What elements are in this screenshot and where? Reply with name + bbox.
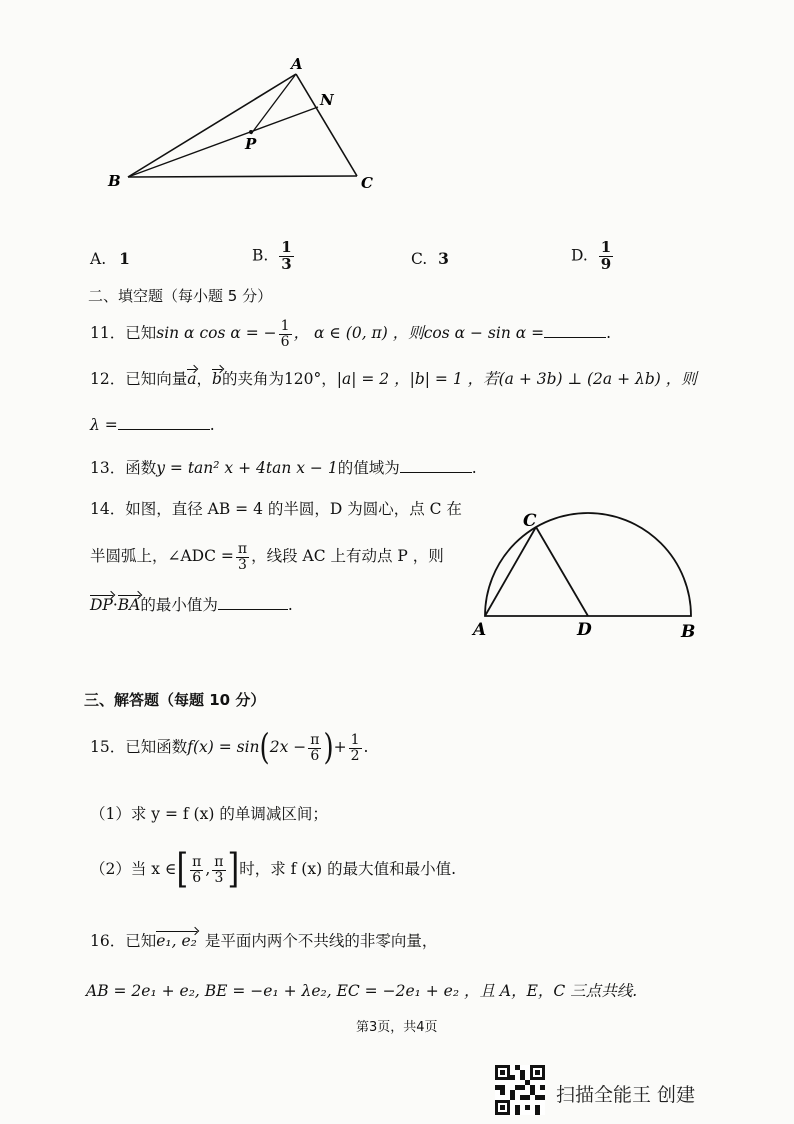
q14-den: 3 (238, 556, 247, 573)
q15-end: . (363, 738, 369, 757)
q12-comma: ， (196, 370, 212, 388)
question-12 (90, 372, 697, 388)
question-11 (90, 319, 611, 349)
choice-d-num: 1 (600, 238, 612, 256)
q15-fraction-1 (308, 733, 321, 763)
question-16-line-1 (90, 934, 437, 950)
q15-2-fraction-2 (212, 855, 225, 885)
q15-right-paren: ) (323, 727, 334, 769)
point-p (249, 130, 253, 134)
q13-expression: y = tan² x + 4tan x − 1 (156, 458, 338, 477)
q14-answer-blank (218, 595, 288, 610)
question-14-line-3 (90, 595, 293, 613)
choice-c-value: 3 (438, 249, 449, 268)
segment-bc (128, 176, 357, 177)
q12-angle: 的夹角为120°， (221, 370, 337, 388)
choice-b-den: 3 (281, 254, 292, 273)
q11-fraction (279, 319, 292, 349)
semicircle-figure (465, 500, 715, 645)
question-13 (90, 458, 477, 476)
label-a: A (473, 620, 487, 640)
q15-2-n2: π (214, 854, 224, 870)
label-d: D (577, 620, 592, 640)
choice-d-den: 9 (600, 254, 612, 273)
q15-fraction-2 (349, 733, 362, 763)
q12-answer-blank (118, 415, 210, 430)
q15-2-post: 时，求 f (x) 的最大值和最小值. (239, 860, 457, 879)
segment-bn (128, 107, 318, 177)
q14-angle: 半圆弧上，∠ADC = (90, 547, 234, 566)
q11-domain: ， α ∈ (0, π) ，则 (293, 324, 424, 343)
question-15-part-2 (90, 845, 457, 894)
q11-den: 6 (280, 333, 290, 350)
q14-vector-ba: BA (117, 595, 141, 614)
page-footer: 第3页，共4页 (356, 1020, 438, 1035)
scanner-watermark: 扫描全能王 创建 (556, 1084, 696, 1106)
q11-ask: cos α − sin α = (423, 324, 545, 343)
q13-answer-blank (400, 458, 472, 473)
label-a: A (291, 55, 303, 73)
segment-ac (485, 527, 536, 616)
choice-d-letter: D. (571, 246, 588, 265)
choice-c-letter: C. (411, 250, 428, 268)
q15-2-comma: , (205, 860, 211, 879)
q12-abs-b: |b| = 1 ，若 (409, 370, 499, 388)
q14-dot: · (112, 595, 118, 614)
q15-2-d2: 3 (214, 869, 224, 886)
q14-vector-dp: DP (90, 595, 113, 614)
label-b: B (108, 172, 121, 190)
q15-plus: + (333, 738, 347, 757)
choice-b-num: 1 (281, 238, 292, 256)
label-c: C (523, 511, 537, 531)
question-12-answer-line (90, 415, 215, 433)
segment-cd (536, 527, 588, 616)
q14-fraction (236, 542, 249, 572)
q12-end: . (209, 415, 215, 434)
label-b: B (681, 622, 696, 642)
q16-number: 16．已知 (90, 932, 157, 950)
choice-a-letter: A. (90, 250, 107, 268)
choice-b-fraction (279, 240, 293, 273)
q16-vectors: e₁, e₂ (156, 932, 197, 950)
q11-answer-blank (544, 323, 606, 338)
q15-den1: 6 (310, 747, 320, 764)
question-15-part-1: （1）求 y = f (x) 的单调减区间； (90, 805, 328, 823)
q13-end: . (471, 458, 477, 477)
segment-ab (128, 74, 296, 177)
q11-expression: sin α cos α = − (156, 324, 277, 343)
q12-perpendicular: (a + 3b) ⊥ (2a + λb) ，则 (498, 370, 697, 388)
q15-left-paren: ( (259, 727, 270, 769)
q15-function: f(x) = sin (187, 738, 260, 757)
q12-abs-a: |a| = 2 ， (336, 370, 410, 388)
segment-ap (251, 74, 296, 134)
q15-num1: π (310, 732, 320, 748)
choice-d (571, 240, 615, 273)
question-15 (90, 727, 369, 769)
choice-d-fraction (599, 240, 613, 273)
segment-ac (296, 74, 357, 176)
q12-number: 12．已知向量 (90, 370, 188, 388)
q15-den2: 2 (350, 747, 360, 764)
question-16-line-2: AB = 2e₁ + e₂, BE = −e₁ + λe₂, EC = −2e₁ + e₂ ，且 A，E，C 三点共线. (86, 982, 638, 1000)
q11-num: 1 (280, 318, 290, 334)
label-c: C (361, 174, 373, 192)
q15-2-left-bracket: [ (176, 845, 189, 894)
section-fill-in-title: 二、填空题（每小题 5 分） (88, 287, 273, 305)
triangle-figure (100, 52, 390, 197)
question-14-line-1: 14．如图，直径 AB = 4 的半圆，D 为圆心，点 C 在 (90, 500, 462, 518)
q11-number: 11．已知 (90, 324, 157, 343)
q15-inner: 2x − (269, 738, 307, 757)
q15-2-fraction-1 (190, 855, 203, 885)
q15-number: 15．已知函数 (90, 738, 188, 757)
label-n: N (320, 91, 334, 109)
q16-tail: 是平面内两个不共线的非零向量， (204, 932, 438, 950)
q14-segment: ，线段 AC 上有动点 P ，则 (251, 547, 444, 566)
q13-tail: 的值域为 (337, 458, 400, 477)
choice-b-letter: B. (252, 246, 269, 265)
q14-num: π (237, 541, 248, 557)
choice-a (90, 251, 130, 268)
label-p: P (245, 135, 257, 153)
q12-vector-a: a (187, 370, 197, 388)
question-14-line-2 (90, 542, 444, 572)
choice-a-value: 1 (119, 249, 130, 268)
q12-vector-b: b (212, 370, 222, 388)
q15-2-pre: （2）当 x ∈ (90, 860, 177, 879)
q15-2-n1: π (192, 854, 202, 870)
qr-code-icon (495, 1065, 545, 1115)
section-answer-title: 三、解答题（每题 10 分） (84, 691, 266, 709)
choice-b (252, 240, 296, 273)
semicircle-arc (485, 513, 691, 616)
q15-2-d1: 6 (192, 869, 202, 886)
q11-end: . (606, 324, 612, 343)
q13-number: 13．函数 (90, 458, 157, 477)
q14-ask: 的最小值为 (140, 595, 218, 614)
q12-lambda: λ = (90, 415, 118, 434)
q15-2-right-bracket: ] (227, 845, 240, 894)
q15-num2: 1 (350, 732, 360, 748)
choice-c (411, 251, 449, 268)
q14-end: . (287, 595, 293, 614)
